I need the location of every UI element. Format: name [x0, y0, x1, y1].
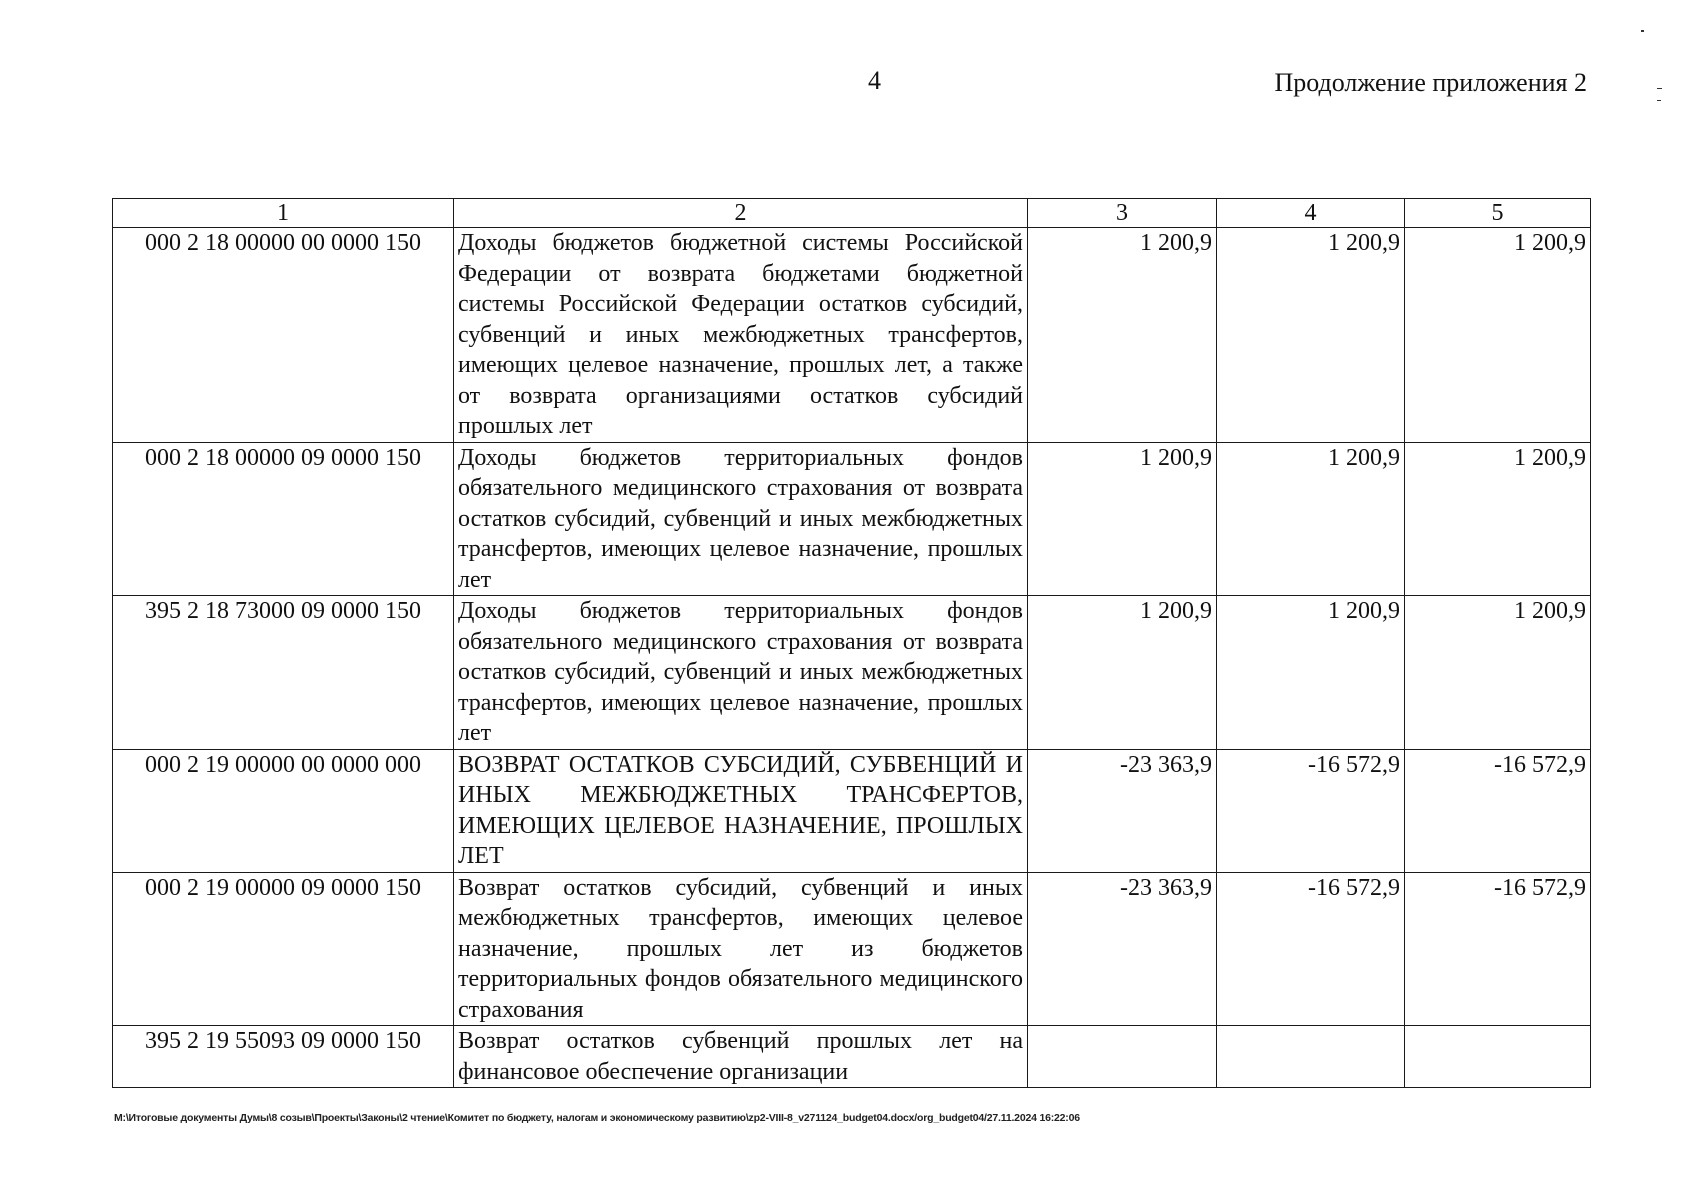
budget-code-cell: 000 2 19 00000 09 0000 150	[113, 872, 454, 1026]
amount-col4-cell: 1 200,9	[1217, 442, 1405, 596]
table-row	[113, 749, 1591, 872]
amount-col3-cell: -23 363,9	[1028, 872, 1217, 1026]
description-cell: Возврат остатков субвенций прошлых лет на финансовое обеспечение организации	[454, 1026, 1028, 1088]
table-row	[113, 228, 1591, 443]
amount-col3-cell: 1 200,9	[1028, 442, 1217, 596]
table-row	[113, 596, 1591, 750]
budget-code-cell: 395 2 18 73000 09 0000 150	[113, 596, 454, 750]
amount-col4-cell: 1 200,9	[1217, 596, 1405, 750]
amount-col5-cell	[1405, 1026, 1591, 1088]
amount-col5-cell: 1 200,9	[1405, 228, 1591, 443]
description-cell: ВОЗВРАТ ОСТАТКОВ СУБСИДИЙ, СУБВЕНЦИЙ И ИНЫХ МЕЖБЮДЖЕТНЫХ ТРАНСФЕРТОВ, ИМЕЮЩИХ ЦЕЛЕВОЕ НАЗНАЧЕНИЕ, ПРОШЛЫХ ЛЕТ	[454, 749, 1028, 872]
budget-code-cell: 000 2 18 00000 00 0000 150	[113, 228, 454, 443]
scan-speck	[1657, 88, 1662, 89]
scan-speck	[1641, 30, 1644, 32]
table-header	[113, 199, 1591, 228]
amount-col5-cell: -16 572,9	[1405, 872, 1591, 1026]
amount-col4-cell: -16 572,9	[1217, 872, 1405, 1026]
budget-table	[112, 198, 1591, 1088]
table-row	[113, 1026, 1591, 1088]
description-cell: Возврат остатков субсидий, субвенций и иных межбюджетных трансфертов, имеющих целевое назначение, прошлых лет из бюджетов территориальных фондов обязательного медицинского страхования	[454, 872, 1028, 1026]
description-cell: Доходы бюджетов территориальных фондов обязательного медицинского страхования от возврата остатков субсидий, субвенций и иных межбюджетных трансфертов, имеющих целевое назначение, прошлых лет	[454, 596, 1028, 750]
description-cell: Доходы бюджетов бюджетной системы Российской Федерации от возврата бюджетами бюджетной системы Российской Федерации остатков субсидий, субвенций и иных межбюджетных трансфертов, имеющих целевое назначение, прошлых лет, а также от возврата организациями остатков субсидий прошлых лет	[454, 228, 1028, 443]
description-cell: Доходы бюджетов территориальных фондов обязательного медицинского страхования от возврата остатков субсидий, субвенций и иных межбюджетных трансфертов, имеющих целевое назначение, прошлых лет	[454, 442, 1028, 596]
amount-col4-cell	[1217, 1026, 1405, 1088]
budget-code-cell: 000 2 19 00000 00 0000 000	[113, 749, 454, 872]
column-header-5: 5	[1405, 199, 1591, 228]
amount-col5-cell: 1 200,9	[1405, 596, 1591, 750]
amount-col3-cell: 1 200,9	[1028, 596, 1217, 750]
column-number-row	[113, 199, 1591, 228]
column-header-2: 2	[454, 199, 1028, 228]
amount-col3-cell: -23 363,9	[1028, 749, 1217, 872]
page-number: 4	[868, 66, 881, 95]
amount-col4-cell: 1 200,9	[1217, 228, 1405, 443]
amount-col4-cell: -16 572,9	[1217, 749, 1405, 872]
amount-col5-cell: 1 200,9	[1405, 442, 1591, 596]
scan-speck	[1657, 100, 1661, 101]
document-file-path: M:\Итоговые документы Думы\8 созыв\Проекты\Законы\2 чтение\Комитет по бюджету, налогам и экономическому развитию\zp2-VIII-8_v271124_budget04.docx/org_budget04/27.11.2024 16:22:06	[114, 1112, 1080, 1124]
column-header-3: 3	[1028, 199, 1217, 228]
amount-col3-cell: 1 200,9	[1028, 228, 1217, 443]
budget-code-cell: 000 2 18 00000 09 0000 150	[113, 442, 454, 596]
appendix-continuation-label: Продолжение приложения 2	[1274, 68, 1587, 97]
table-row	[113, 872, 1591, 1026]
amount-col3-cell	[1028, 1026, 1217, 1088]
column-header-4: 4	[1217, 199, 1405, 228]
column-header-1: 1	[113, 199, 454, 228]
table-row	[113, 442, 1591, 596]
budget-code-cell: 395 2 19 55093 09 0000 150	[113, 1026, 454, 1088]
amount-col5-cell: -16 572,9	[1405, 749, 1591, 872]
